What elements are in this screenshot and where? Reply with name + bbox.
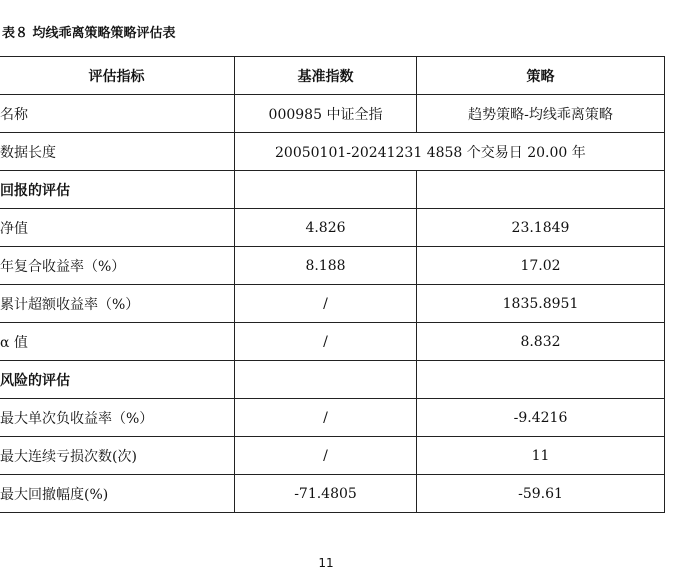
metric-label: 最大连续亏损次数(次)	[0, 437, 235, 475]
metric-label: 净值	[0, 209, 235, 247]
header-benchmark: 基准指数	[235, 57, 417, 95]
data-length-value: 20050101-20241231 4858 个交易日 20.00 年	[275, 144, 586, 161]
table-row	[0, 437, 665, 475]
empty-cell	[235, 361, 417, 399]
section-row	[0, 361, 665, 399]
table-row	[0, 475, 665, 513]
table-row	[0, 285, 665, 323]
table-header-row	[0, 57, 665, 95]
section-title: 风险的评估	[0, 361, 235, 399]
benchmark-value: /	[235, 323, 417, 361]
metric-label: 最大回撤幅度(%)	[0, 475, 235, 513]
metric-label: 年复合收益率（%）	[0, 247, 235, 285]
table-row	[0, 247, 665, 285]
table-row	[0, 399, 665, 437]
strategy-value: 趋势策略-均线乖离策略	[417, 95, 665, 133]
empty-cell	[417, 171, 665, 209]
strategy-value: 23.1849	[417, 209, 665, 247]
empty-cell	[235, 171, 417, 209]
strategy-value: 8.832	[417, 323, 665, 361]
metric-label: 累计超额收益率（%）	[0, 285, 235, 323]
table-caption: 表８ 均线乖离策略策略评估表	[2, 26, 176, 41]
benchmark-value: 000985 中证全指	[235, 95, 417, 133]
table-row	[0, 209, 665, 247]
metric-label: 最大单次负收益率（%）	[0, 399, 235, 437]
metric-label: α 值	[0, 323, 235, 361]
benchmark-value: -71.4805	[235, 475, 417, 513]
header-strategy: 策略	[417, 57, 665, 95]
benchmark-value: /	[235, 399, 417, 437]
benchmark-value: 8.188	[235, 247, 417, 285]
section-title: 回报的评估	[0, 171, 235, 209]
data-length-cell	[235, 133, 665, 171]
page-number: 11	[318, 556, 334, 570]
strategy-value: 17.02	[417, 247, 665, 285]
table-row	[0, 323, 665, 361]
section-row	[0, 171, 665, 209]
benchmark-value: /	[235, 437, 417, 475]
metric-label: 名称	[0, 95, 235, 133]
strategy-value: 1835.8951	[417, 285, 665, 323]
header-metric: 评估指标	[0, 57, 235, 95]
benchmark-value: /	[235, 285, 417, 323]
strategy-value: -59.61	[417, 475, 665, 513]
table-row	[0, 133, 665, 171]
metric-label: 数据长度	[0, 133, 235, 171]
strategy-value: 11	[417, 437, 665, 475]
strategy-evaluation-table	[0, 56, 665, 513]
strategy-value: -9.4216	[417, 399, 665, 437]
table-row	[0, 95, 665, 133]
empty-cell	[417, 361, 665, 399]
benchmark-value: 4.826	[235, 209, 417, 247]
